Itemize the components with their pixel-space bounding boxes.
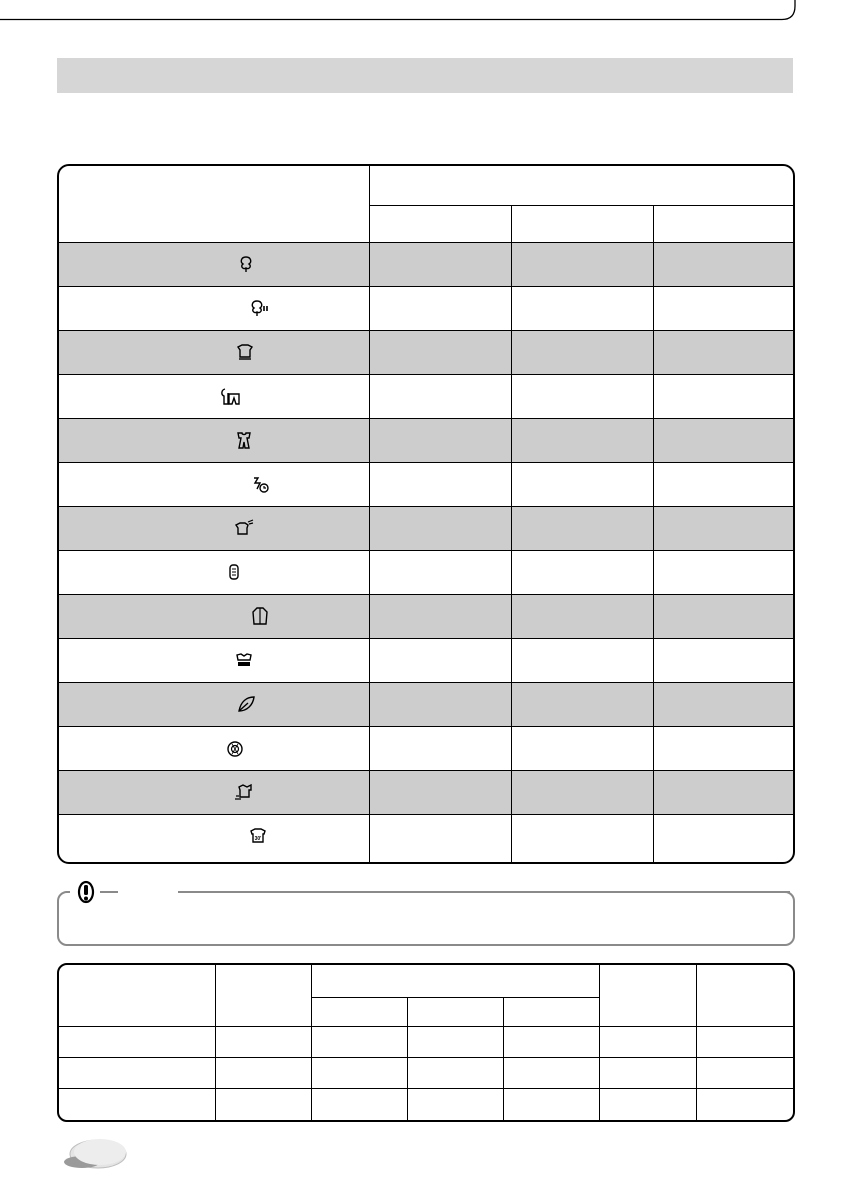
page-number-tab	[62, 1136, 128, 1170]
table-divider	[369, 166, 370, 862]
table-divider	[59, 374, 793, 375]
table-divider	[59, 242, 793, 243]
program-row	[59, 771, 793, 814]
table-divider	[311, 965, 312, 1120]
table-divider	[59, 682, 793, 683]
mix-icon	[219, 385, 241, 407]
table-divider	[696, 965, 697, 1120]
program-row	[59, 419, 793, 462]
svg-text:30': 30'	[254, 836, 262, 842]
hand-wool-icon	[233, 649, 255, 671]
table-divider	[59, 726, 793, 727]
eco-icon	[235, 693, 257, 715]
table-divider	[59, 286, 793, 287]
table-divider	[59, 814, 793, 815]
program-row	[59, 551, 793, 594]
table-divider	[215, 965, 216, 1120]
table-divider	[59, 418, 793, 419]
crop-mark	[0, 0, 850, 40]
program-row	[59, 331, 793, 374]
table-divider	[653, 205, 654, 862]
table-divider	[59, 1057, 793, 1058]
table-divider	[369, 205, 793, 206]
program-row	[59, 595, 793, 638]
synthetic-icon	[234, 341, 256, 363]
program-table	[57, 164, 795, 864]
program-row	[59, 375, 793, 418]
program-row	[59, 243, 793, 286]
table-divider	[59, 1026, 793, 1027]
quick-icon	[249, 473, 271, 495]
program-row	[59, 507, 793, 550]
duvet-icon	[233, 517, 255, 539]
program-row	[59, 639, 793, 682]
allergy-care-icon	[223, 561, 245, 583]
table-divider	[599, 965, 600, 1120]
table-divider	[59, 1088, 793, 1089]
baby-care-icon	[233, 429, 255, 451]
tub-clean-icon	[224, 737, 246, 759]
spec-table	[57, 963, 795, 1122]
section-header-bar	[57, 58, 793, 93]
program-row	[59, 727, 793, 770]
cotton-icon	[235, 253, 257, 275]
table-divider	[59, 638, 793, 639]
table-divider	[503, 997, 504, 1120]
program-row	[59, 287, 793, 330]
program-row	[59, 683, 793, 726]
cotton-plus-icon	[248, 297, 270, 319]
table-divider	[59, 770, 793, 771]
table-divider	[59, 594, 793, 595]
program-row	[59, 815, 793, 858]
table-divider	[59, 462, 793, 463]
table-divider	[59, 506, 793, 507]
cold-wash-icon	[233, 781, 255, 803]
program-row	[59, 463, 793, 506]
table-divider	[59, 550, 793, 551]
caution-icon	[70, 880, 100, 906]
quick-30-icon	[247, 825, 269, 847]
note-box	[57, 891, 795, 946]
dark-wash-icon	[249, 605, 271, 627]
note-rule	[118, 891, 178, 893]
note-top-rule	[178, 891, 798, 894]
table-divider	[311, 997, 599, 998]
table-divider	[407, 997, 408, 1120]
table-divider	[59, 330, 793, 331]
table-divider	[511, 205, 512, 862]
